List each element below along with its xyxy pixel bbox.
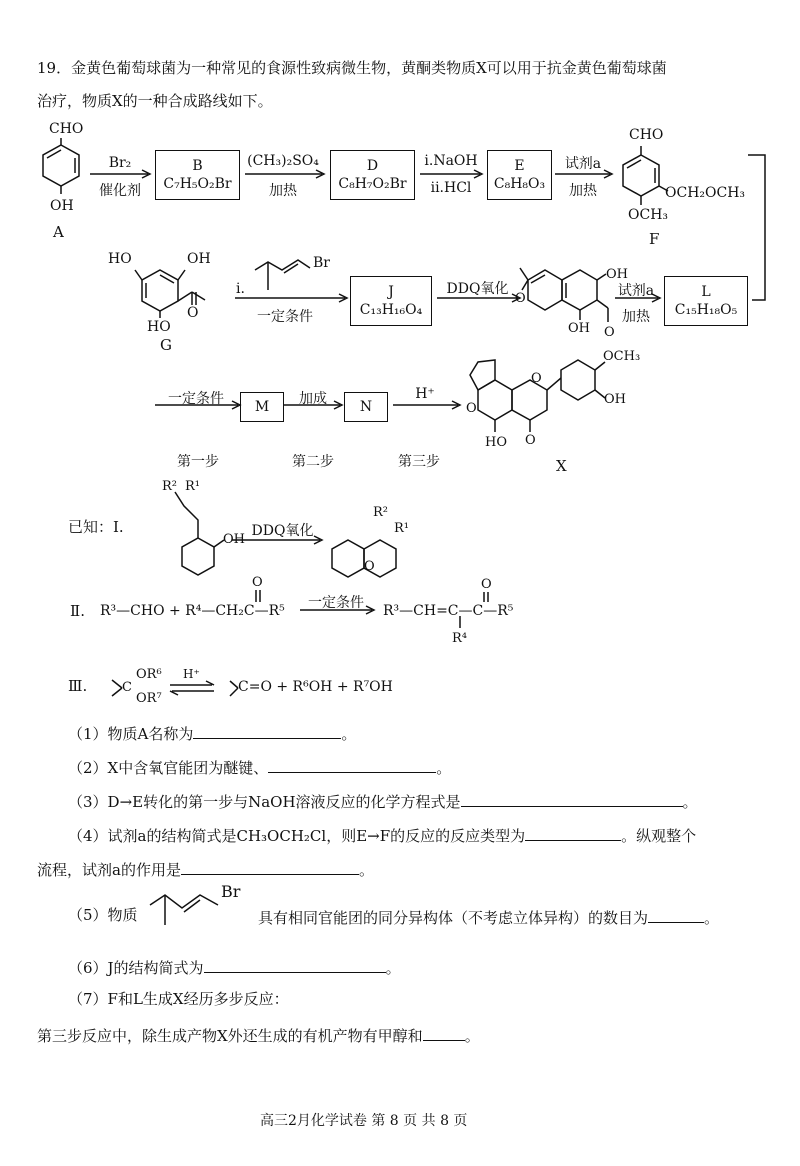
q7b-period: 。 <box>464 1027 480 1045</box>
known-ii-o1: O <box>252 575 263 590</box>
compound-e-box <box>487 150 552 200</box>
q4-line1 <box>68 826 696 844</box>
compound-a-label: A <box>53 223 64 241</box>
compound-m-box <box>240 392 284 422</box>
compound-f-sub2: OCH₃ <box>628 207 669 223</box>
q3-label: （3）D→E转化的第一步与NaOH溶液反应的化学方程式是 <box>68 793 461 811</box>
step4-bottom: 加热 <box>569 183 597 199</box>
compound-j-box <box>350 276 432 326</box>
compound-a-ring <box>43 145 79 186</box>
compound-f-label: F <box>649 230 660 248</box>
step-ddq: DDQ氧化 <box>446 281 509 297</box>
compound-g-ho2: HO <box>147 319 171 335</box>
compound-n-box <box>344 392 388 422</box>
q5-label: 具有相同官能团的同分异构体（不考虑立体异构）的数目为 <box>258 909 649 927</box>
q4-tail: 。纵观整个 <box>621 827 697 845</box>
q2-text <box>68 758 451 776</box>
known-ii-r4: R⁴ <box>452 631 467 646</box>
compound-n-name: N <box>359 399 373 415</box>
q2-answer-blank[interactable] <box>268 758 436 773</box>
compound-g-o: O <box>187 305 199 321</box>
compound-g-oh1: OH <box>187 251 211 267</box>
chromene-o2: O <box>604 325 615 340</box>
q5-answer-blank[interactable] <box>648 908 704 923</box>
step1-bottom: 催化剂 <box>99 183 141 199</box>
step4-top: 试剂a <box>564 156 602 172</box>
known-i-oh: OH <box>223 532 245 547</box>
x-o1: O <box>466 401 477 416</box>
route3-cond2: 加成 <box>299 391 327 407</box>
q5-prefix: （5）物质 <box>68 906 138 924</box>
compound-l-formula: C₁₅H₁₈O₅ <box>674 302 738 318</box>
q4-type-blank[interactable] <box>525 826 621 841</box>
compound-a-oh: OH <box>50 198 74 214</box>
route3-step3: 第三步 <box>398 454 440 470</box>
question-intro-line1: 19．金黄色葡萄球菌为一种常见的食源性致病微生物，黄酮类物质X可以用于抗金黄色葡萄球菌 <box>37 59 667 77</box>
x-ring-b <box>512 380 547 420</box>
route3-cond3: H⁺ <box>415 386 435 402</box>
q2-label: （2）X中含氧官能团为醚键、 <box>68 759 269 777</box>
q4-role-blank[interactable] <box>181 860 359 875</box>
known-ii-cond: 一定条件 <box>308 595 364 611</box>
step2-top: (CH₃)₂SO₄ <box>247 153 319 169</box>
compound-f-sub1: OCH₂OCH₃ <box>665 185 746 201</box>
compound-l-name: L <box>701 284 711 300</box>
route3-step1: 第一步 <box>177 454 219 470</box>
known-iii-right: C=O + R⁶OH + R⁷OH <box>238 679 393 695</box>
known-i-r2-product: R² <box>373 505 388 520</box>
step3-bottom: ii.HCl <box>430 180 472 196</box>
compound-d-name: D <box>366 158 379 174</box>
route3-cond1: 一定条件 <box>168 391 224 407</box>
compound-f-cho: CHO <box>629 127 664 143</box>
q5-period: 。 <box>704 909 720 927</box>
compound-j-formula: C₁₃H₁₆O₄ <box>359 302 423 318</box>
q1-answer-blank[interactable] <box>193 724 341 739</box>
q3-text <box>68 792 698 810</box>
compound-l-box <box>664 276 748 326</box>
q7b-answer-blank[interactable] <box>423 1026 465 1041</box>
x-label: X <box>556 457 567 475</box>
q4-line2 <box>37 860 374 878</box>
x-ring-a <box>478 380 512 420</box>
page-footer: 高三2月化学试卷 第 8 页 共 8 页 <box>260 1113 468 1129</box>
x-ring-c <box>561 360 595 400</box>
x-oh1: OH <box>604 392 626 407</box>
q6-answer-blank[interactable] <box>204 958 386 973</box>
q5-br: Br <box>221 882 241 901</box>
question-intro-line2: 治疗，物质X的一种合成路线如下。 <box>37 92 273 110</box>
q1-period: 。 <box>341 725 357 743</box>
known-iii-or6: OR⁶ <box>136 667 162 682</box>
q3-period: 。 <box>682 793 698 811</box>
q4-role-label: 流程，试剂a的作用是 <box>37 861 181 879</box>
known-i-ddq: DDQ氧化 <box>251 523 314 539</box>
compound-b-name: B <box>192 158 203 174</box>
step1-top: Br₂ <box>108 155 132 171</box>
chromene-oh1: OH <box>606 267 628 282</box>
compound-j-name: J <box>388 284 394 300</box>
known-i-r1-product: R¹ <box>394 521 409 536</box>
q6-label: （6）J的结构简式为 <box>68 959 204 977</box>
known-ii-label: Ⅱ. <box>70 602 85 620</box>
compound-e-name: E <box>514 158 525 174</box>
chromene-oh2: OH <box>568 321 590 336</box>
known-i-r2: R² <box>162 479 177 494</box>
step-heat: 加热 <box>622 309 650 325</box>
x-o3: O <box>525 433 536 448</box>
compound-m-name: M <box>254 399 270 415</box>
step-cond: 一定条件 <box>257 309 313 325</box>
known-ii-o2: O <box>481 577 492 592</box>
known-i-phenol-ring <box>182 538 214 575</box>
step3-top: i.NaOH <box>424 153 478 169</box>
chromene-right-ring <box>562 270 597 310</box>
chromene-left-ring <box>528 270 562 310</box>
compound-d-formula: C₈H₇O₂Br <box>338 176 407 192</box>
q4-period: 。 <box>358 861 374 879</box>
q1-label: （1）物质A名称为 <box>68 725 194 743</box>
q6-period: 。 <box>385 959 401 977</box>
route3-step2: 第二步 <box>292 454 334 470</box>
step-a: 试剂a <box>617 283 655 299</box>
known-iii-c: C <box>122 680 132 695</box>
compound-b-formula: C₇H₅O₂Br <box>163 176 232 192</box>
q7b-text <box>37 1026 480 1044</box>
compound-g-ring <box>142 270 178 311</box>
chromene-o: O <box>515 291 526 306</box>
compound-a-cho: CHO <box>49 121 84 137</box>
compound-b-box <box>155 150 240 200</box>
q7b-label: 第三步反应中，除生成产物X外还生成的有机产物有甲醇和 <box>37 1027 423 1045</box>
q5-text <box>258 908 719 926</box>
known-iii-h: H⁺ <box>183 667 200 681</box>
known-i-product-ring <box>332 540 364 577</box>
q3-answer-blank[interactable] <box>461 792 683 807</box>
q7-text: （7）F和L生成X经历多步反应： <box>68 990 289 1008</box>
compound-g-label: G <box>160 336 172 354</box>
known-i-r1: R¹ <box>185 479 200 494</box>
known-iii-label: Ⅲ. <box>68 677 88 695</box>
known-iii-or7: OR⁷ <box>136 691 162 706</box>
x-ho: HO <box>485 435 507 450</box>
compound-d-box <box>330 150 415 200</box>
x-o2: O <box>531 371 542 386</box>
known-prefix: 已知：Ⅰ. <box>68 518 124 536</box>
step2-bottom: 加热 <box>269 183 297 199</box>
q6-text <box>68 958 401 976</box>
q2-period: 。 <box>436 759 452 777</box>
known-ii-left: R³—CHO + R⁴—CH₂C—R⁵ <box>100 603 285 619</box>
compound-f-ring <box>623 155 659 196</box>
known-i-o: O <box>364 559 375 574</box>
reagent-br: Br <box>313 255 330 271</box>
q1-text <box>68 724 356 742</box>
x-och3: OCH₃ <box>603 349 641 364</box>
step-i: i. <box>236 281 245 297</box>
compound-e-formula: C₈H₈O₃ <box>493 176 546 192</box>
q4-label: （4）试剂a的结构简式是CH₃OCH₂Cl，则E→F的反应的反应类型为 <box>68 827 526 845</box>
compound-g-ho1: HO <box>108 251 132 267</box>
known-ii-right: R³—CH=C—C—R⁵ <box>383 603 514 619</box>
